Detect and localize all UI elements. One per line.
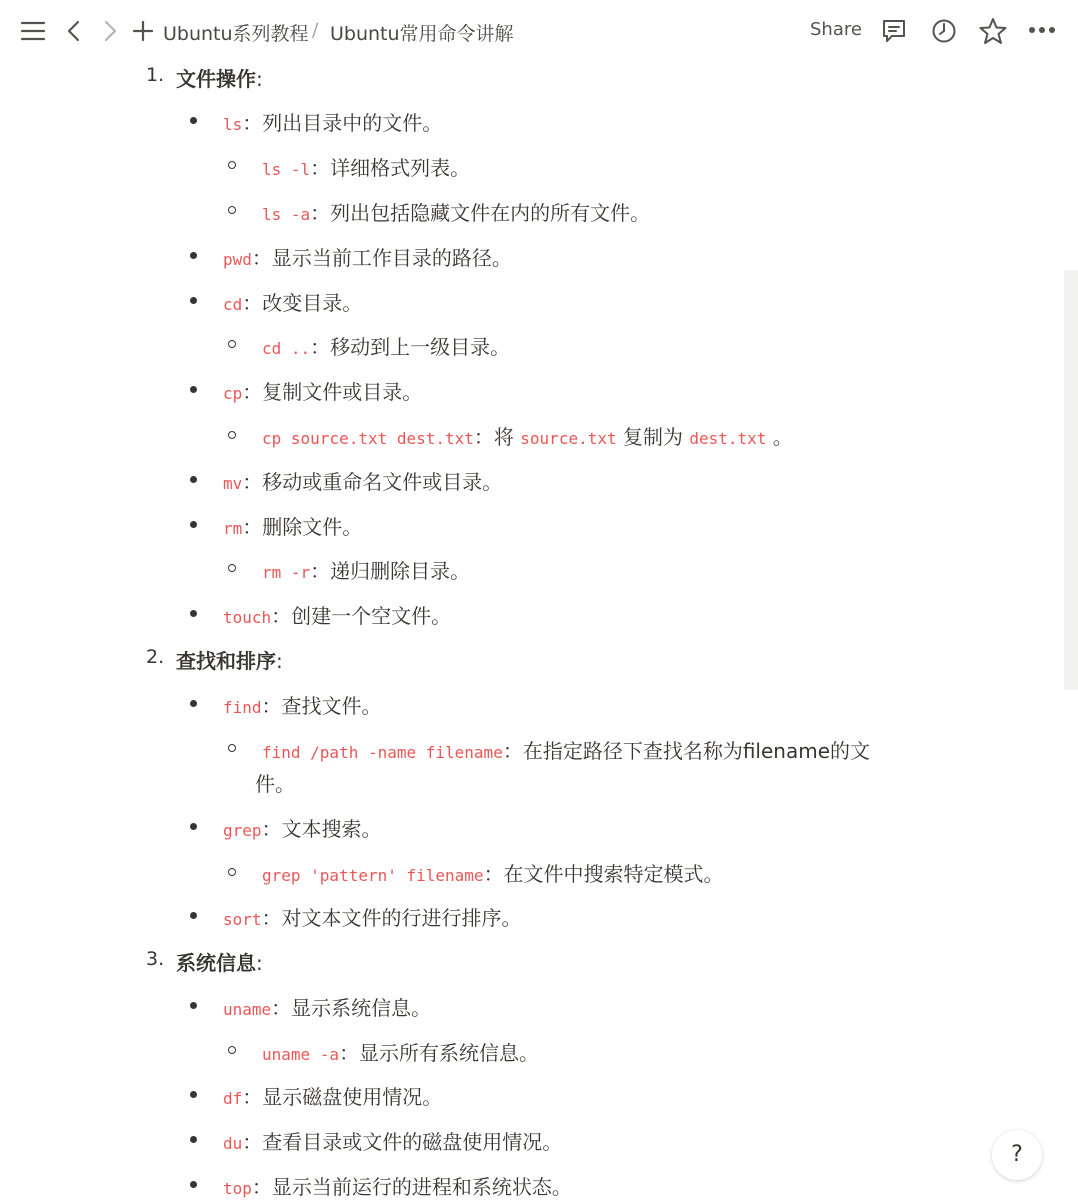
list-item: grep 'pattern' filename：在文件中搜索特定模式。: [262, 862, 724, 886]
inline-code: pwd: [223, 250, 252, 269]
list-item: sort：对文本文件的行进行排序。: [223, 906, 522, 930]
inline-code: top: [223, 1179, 252, 1198]
list-item: rm：删除文件。: [223, 515, 363, 539]
inline-code: df: [223, 1089, 243, 1108]
list-item: uname -a：显示所有系统信息。: [262, 1041, 540, 1065]
inline-code: cp: [223, 384, 243, 403]
history-icon[interactable]: [931, 18, 957, 44]
inline-code: ls: [223, 115, 243, 134]
list-number: 1.: [146, 64, 165, 86]
bullet: [190, 521, 197, 528]
list-item: df：显示磁盘使用情况。: [223, 1085, 443, 1109]
bullet: [190, 252, 197, 259]
help-button[interactable]: ?: [992, 1130, 1042, 1180]
bullet: [190, 476, 197, 483]
list-item: cd ..：移动到上一级目录。: [262, 335, 511, 359]
bullet: [190, 823, 197, 830]
forward-icon[interactable]: [102, 20, 118, 42]
inline-code: uname: [223, 1000, 272, 1019]
comment-icon[interactable]: [881, 18, 907, 44]
inline-code: uname -a: [262, 1045, 340, 1064]
bullet: [190, 1002, 197, 1009]
inline-code: dest.txt: [689, 429, 767, 448]
list-item: du：查看目录或文件的磁盘使用情况。: [223, 1130, 563, 1154]
section-heading: 系统信息:: [176, 951, 263, 975]
add-icon[interactable]: [133, 21, 153, 41]
inline-code: sort: [223, 910, 262, 929]
sub-bullet: [228, 431, 236, 439]
inline-code: source.txt: [520, 429, 617, 448]
list-item: mv：移动或重命名文件或目录。: [223, 470, 503, 494]
bullet: [190, 297, 197, 304]
bullet: [190, 912, 197, 919]
list-item: top：显示当前运行的进程和系统状态。: [223, 1175, 572, 1199]
list-item: ls：列出目录中的文件。: [223, 111, 443, 135]
list-item: pwd：显示当前工作目录的路径。: [223, 246, 512, 270]
inline-code: grep 'pattern' filename: [262, 866, 484, 885]
sub-bullet: [228, 744, 236, 752]
bullet: [190, 1091, 197, 1098]
menu-icon[interactable]: [20, 20, 46, 42]
breadcrumb-separator: /: [312, 19, 319, 41]
topbar: [0, 0, 1078, 62]
inline-code: touch: [223, 608, 272, 627]
back-icon[interactable]: [66, 20, 82, 42]
sub-bullet: [228, 206, 236, 214]
inline-code: cd ..: [262, 339, 311, 358]
sub-bullet: [228, 161, 236, 169]
list-item: rm -r：递归删除目录。: [262, 559, 471, 583]
list-item: cp：复制文件或目录。: [223, 380, 423, 404]
bullet: [190, 1181, 197, 1188]
bullet: [190, 117, 197, 124]
scrollbar[interactable]: [1064, 270, 1078, 690]
bullet: [190, 1136, 197, 1143]
bullet: [190, 610, 197, 617]
inline-code: mv: [223, 474, 243, 493]
section-heading: 查找和排序:: [176, 649, 283, 673]
list-item-wrap: 件。: [255, 772, 295, 796]
breadcrumb-item-1[interactable]: Ubuntu系列教程: [163, 23, 309, 45]
list-item: ls -a：列出包括隐藏文件在内的所有文件。: [262, 201, 651, 225]
inline-code: rm -r: [262, 563, 311, 582]
inline-code: find: [223, 698, 262, 717]
inline-code: cd: [223, 295, 243, 314]
sub-bullet: [228, 340, 236, 348]
favorite-icon[interactable]: [979, 17, 1007, 45]
sub-bullet: [228, 1046, 236, 1054]
list-item: touch：创建一个空文件。: [223, 604, 452, 628]
list-item: cd：改变目录。: [223, 291, 363, 315]
inline-code: find /path -name filename: [262, 743, 503, 762]
list-number: 3.: [146, 948, 165, 970]
inline-code: ls -l: [262, 160, 311, 179]
list-item: ls -l：详细格式列表。: [262, 156, 471, 180]
bullet: [190, 386, 197, 393]
share-button[interactable]: Share: [810, 19, 862, 40]
section-heading: 文件操作:: [176, 67, 263, 91]
inline-code: cp source.txt dest.txt: [262, 429, 474, 448]
list-item: find：查找文件。: [223, 694, 382, 718]
list-item: uname：显示系统信息。: [223, 996, 432, 1020]
inline-code: grep: [223, 821, 262, 840]
list-number: 2.: [146, 646, 165, 668]
bullet: [190, 700, 197, 707]
sub-bullet: [228, 564, 236, 572]
list-item: find /path -name filename：在指定路径下查找名称为filename的文: [262, 739, 871, 763]
inline-code: du: [223, 1134, 243, 1153]
more-icon[interactable]: [1028, 26, 1056, 34]
breadcrumb-item-2[interactable]: Ubuntu常用命令讲解: [330, 23, 514, 45]
list-item: cp source.txt dest.txt：将 source.txt 复制为 dest.txt 。: [262, 425, 793, 449]
list-item: grep：文本搜索。: [223, 817, 382, 841]
inline-code: rm: [223, 519, 243, 538]
sub-bullet: [228, 868, 236, 876]
inline-code: ls -a: [262, 205, 311, 224]
